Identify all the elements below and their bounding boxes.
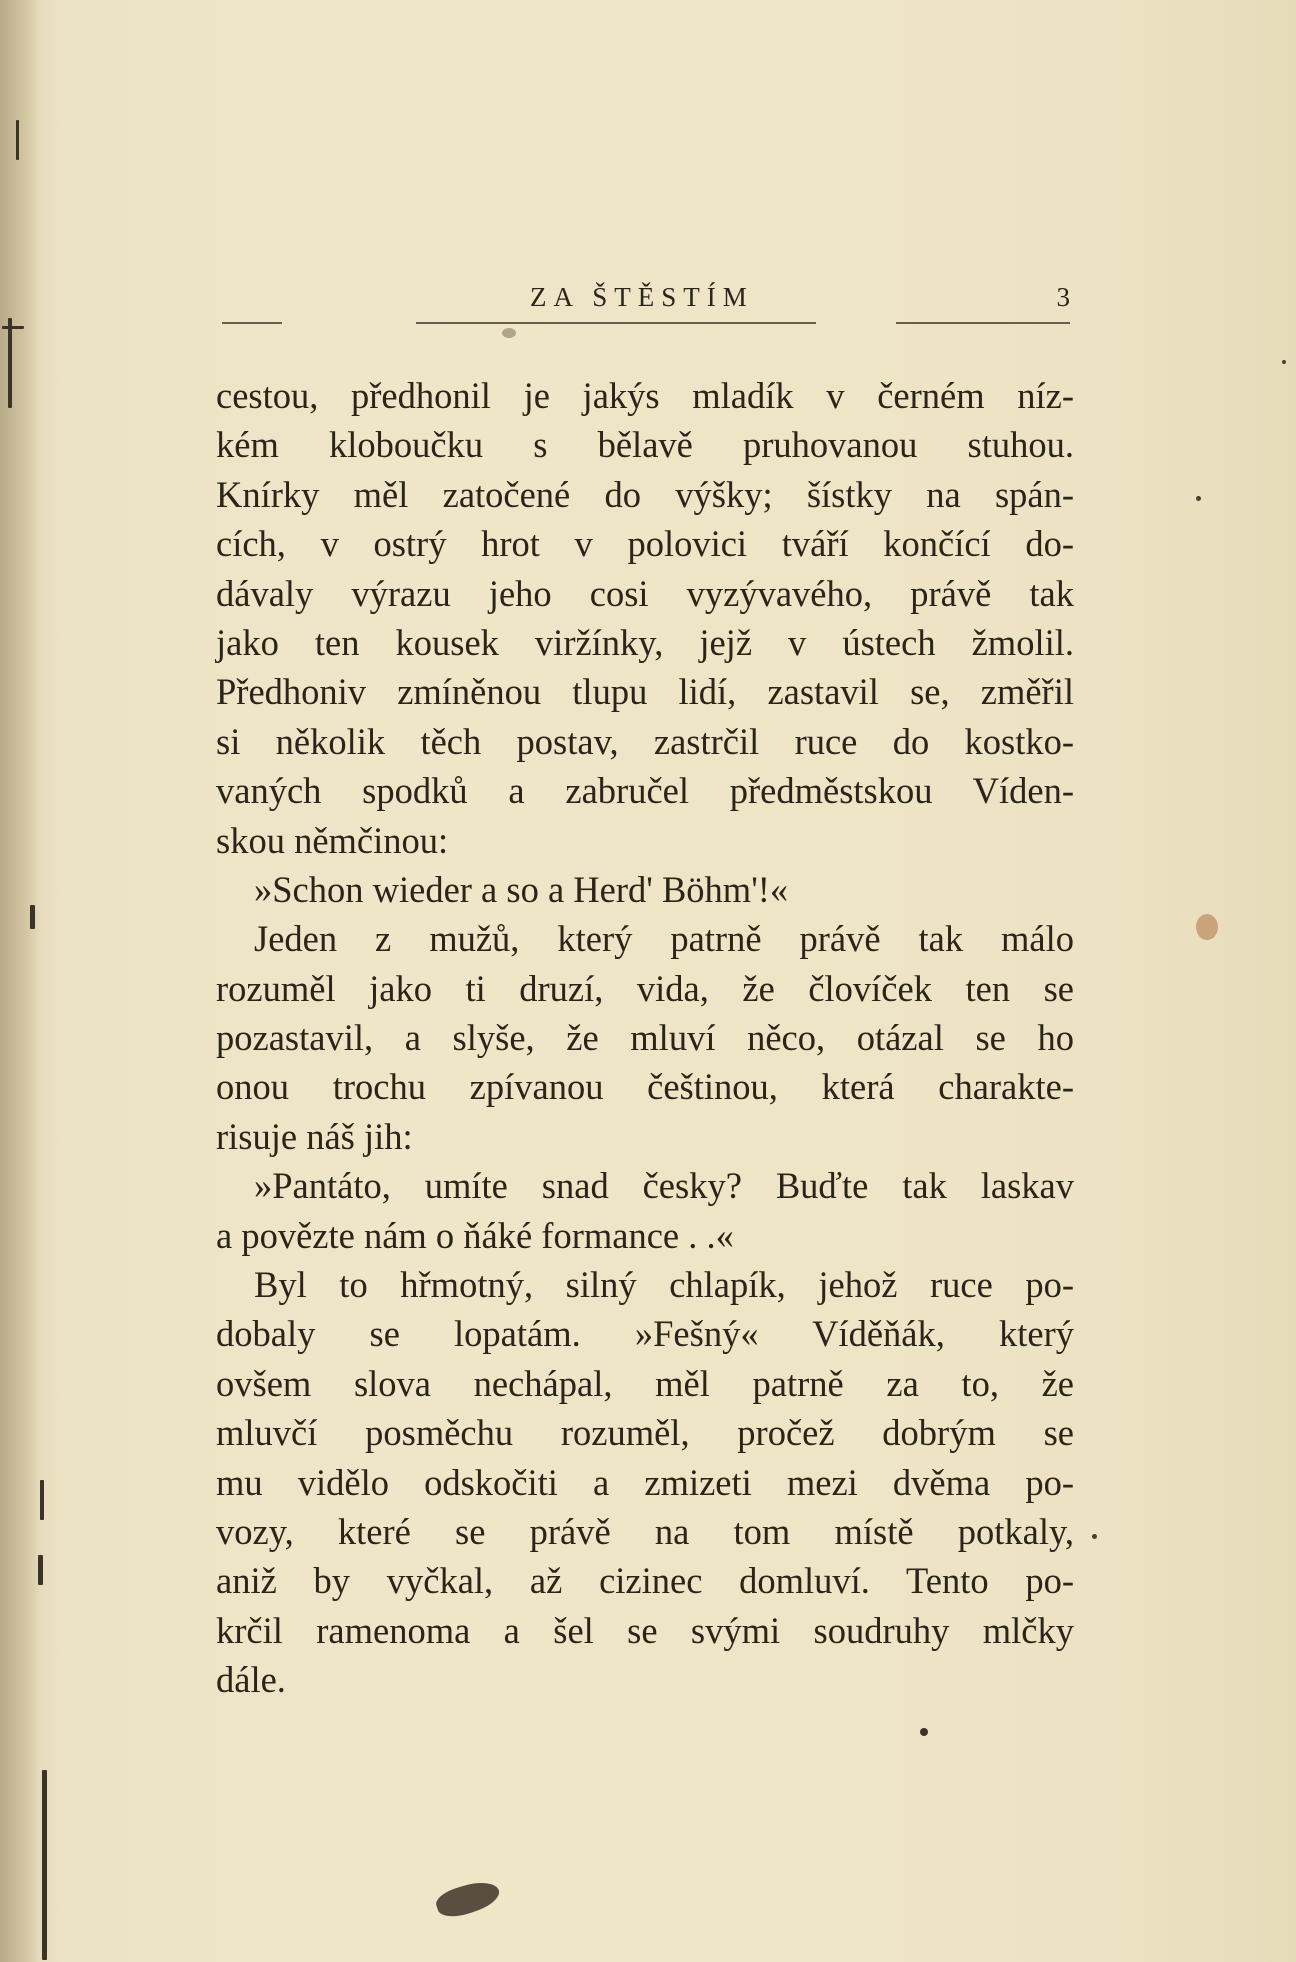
text-line: si několik těch postav, zastrčil ruce do kostko- [216,720,1074,762]
text-line: vaných spodků a zabručel předměstskou Víden- [216,770,1074,812]
text-line: kém kloboučku s bělavě pruhovanou stuhou. [216,424,1074,466]
body-text [216,371,1074,1705]
text-line: onou trochu zpívanou češtinou, která charakte- [216,1066,1074,1108]
text-line: vozy, které se právě na tom místě potkaly, [216,1510,1074,1552]
gutter-mark [2,326,24,329]
gutter-mark [16,120,19,160]
paper-stain [1196,914,1218,940]
text-line: dávaly výrazu jeho cosi vyzývavého, právě tak [216,572,1074,614]
header-rule [416,322,816,324]
text-line: pozastavil, a slyše, že mluví něco, otázal se ho [216,1017,1074,1059]
text-line: Předhoniv zmíněnou tlupu lidí, zastavil se, změřil [216,671,1074,713]
gutter-mark [38,1555,43,1585]
text-line: dále. [216,1659,286,1701]
quoted-speech: a povězte nám o ňáké formance . .« [216,1214,734,1256]
text-line: Jeden z mužů, který patrně právě tak málo [254,918,1074,960]
text-line: dobaly se lopatám. »Fešný« Víděňák, který [216,1313,1074,1355]
quoted-speech: »Schon wieder a so a Herd' Böhm'!« [254,868,789,910]
text-line: cích, v ostrý hrot v polovici tváří končící do- [216,523,1074,565]
text-line: cestou, předhonil je jakýs mladík v černém níz- [216,375,1074,416]
gutter-mark [40,1480,44,1520]
text-line: jako ten kousek viržínky, jejž v ústech žmolil. [216,621,1074,663]
ink-smudge [433,1876,503,1922]
running-header [218,282,1070,312]
text-line: skou němčinou: [216,819,449,861]
header-rule [896,322,1070,324]
paper-speck [1282,360,1286,364]
text-line: mluvčí posměchu rozuměl, pročež dobrým se [216,1412,1074,1454]
paper-speck [1092,1534,1097,1539]
page-number: 3 [1056,282,1070,312]
text-line: rozuměl jako ti druzí, vida, že človíček ten se [216,967,1074,1009]
header-ornament [502,328,516,338]
gutter-mark [8,318,12,408]
running-title: ZA ŠTĚSTÍM [530,282,754,312]
paper-speck [1196,496,1201,501]
header-rule [222,322,282,324]
binding-gutter [0,0,40,1962]
text-line: ovšem slova nechápal, měl patrně za to, že [216,1362,1074,1404]
quoted-speech: »Pantáto, umíte snad česky? Buďte tak laskav [254,1165,1074,1207]
text-line: Byl to hřmotný, silný chlapík, jehož ruce po- [254,1264,1074,1306]
text-line: Knírky měl zatočené do výšky; šístky na spán- [216,473,1074,515]
gutter-mark [42,1770,47,1960]
text-line: krčil ramenoma a šel se svými soudruhy mlčky [216,1609,1074,1651]
text-line: aniž by vyčkal, až cizinec domluví. Tento po- [216,1560,1074,1602]
paper-speck [920,1728,928,1736]
gutter-mark [30,905,35,929]
text-line: mu vidělo odskočiti a zmizeti mezi dvěma po- [216,1461,1074,1503]
text-line: risuje náš jih: [216,1115,413,1157]
